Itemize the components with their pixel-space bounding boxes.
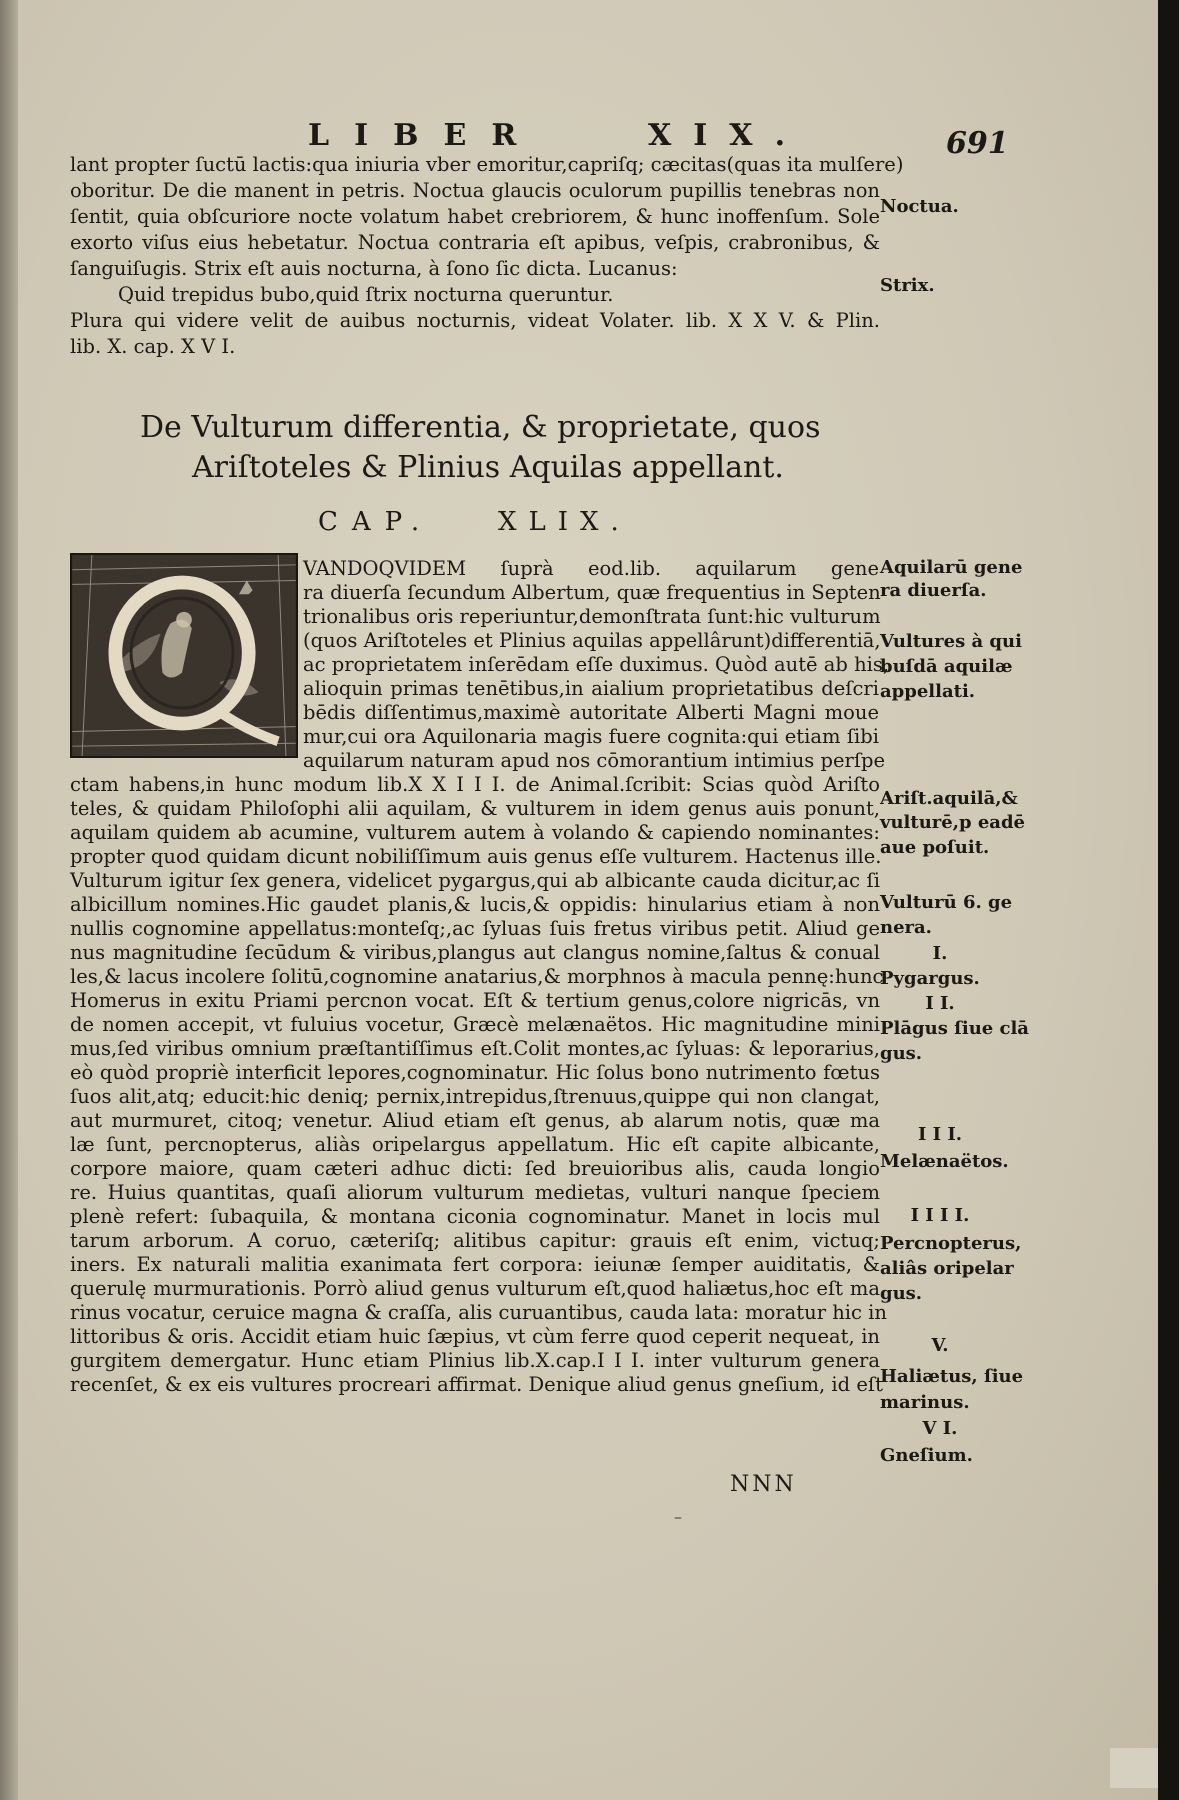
text-line: exorto viſus eius hebetatur. Noctua contraria eſt apibus, veſpis, crabronibus, &: [70, 231, 880, 254]
text-line: ſuos alit,atq; educit:hic deniq; pernix,intrepidus,ſtrenuus,quippe qui non clangat,: [70, 1085, 880, 1108]
margin-note: marinus.: [880, 1392, 970, 1413]
text-line: iners. Ex naturali malitia exanimata fert corpora: ieiunæ ſemper auiditatis, &: [70, 1253, 880, 1276]
color-scale-patch: [1110, 1748, 1158, 1788]
text-line: recenſet, & ex eis vultures procreari affirmat. Denique aliud genus gneſium, id eſt: [70, 1373, 883, 1396]
text-line: bēdis diſſentimus,maximè autoritate Alberti Magni moue: [303, 701, 879, 724]
text-line: mur,cui ora Aquilonaria magis fuere cognita:qui etiam ſibi: [303, 725, 879, 748]
text-line: Vulturum igitur ſex genera, videlicet pygargus,qui ab albicante cauda dicitur,ac ſi: [70, 869, 880, 892]
text-line: aquilarum naturam apud nos cōmorantium intimius perſpe: [303, 749, 886, 772]
margin-note: vulturē,p eadē: [880, 812, 1025, 833]
text-line: re. Huius quantitas, quaſi aliorum vulturum medietas, vulturi nanque ſpeciem: [70, 1181, 880, 1204]
margin-note: aliâs oripelar: [880, 1258, 1014, 1279]
margin-note: nera.: [880, 917, 932, 938]
margin-note-strix: Strix.: [880, 275, 935, 296]
text-line: propter quod quidam dicunt nobiliſſimum auis genus eſſe vulturem. Hactenus ille.: [70, 845, 882, 868]
text-line: les,& lacus incolere ſolitū,cognomine anatarius,& morphnos à macula pennę:hunc: [70, 965, 884, 988]
text-line: aquilam quidem ab acumine, vulturem autem à volando & capiendo nominantes:: [70, 821, 880, 844]
margin-note: I.: [932, 943, 948, 964]
text-line: nus magnitudine ſecūdum & viribus,plangus aut clangus nomine,ſaltus & conual: [70, 941, 880, 964]
text-line: ſanguiſugis. Strix eſt auis nocturna, à ſono ſic dicta. Lucanus:: [70, 257, 678, 280]
margin-note: appellati.: [880, 681, 976, 702]
text-line: teles, & quidam Philoſophi alii aquilam, & vulturem in idem genus auis ponunt,: [70, 797, 880, 820]
text-line: albicillum nomines.Hic gaudet planis,& lucis,& oppidis: hinularius etiam à non: [70, 893, 880, 916]
woodcut-initial-letter: [70, 553, 298, 758]
text-line: (quos Ariſtoteles et Plinius aquilas appellârunt)differentiā,: [303, 629, 881, 652]
text-line: oboritur. De die manent in petris. Noctua glaucis oculorum pupillis tenebras non: [70, 179, 880, 202]
margin-note: V.: [931, 1335, 949, 1356]
margin-note: Percnopterus,: [880, 1233, 1022, 1254]
margin-note: gus.: [880, 1043, 923, 1064]
text-line: alioquin primas tenētibus,in aialium proprietatibus deſcri: [303, 677, 879, 700]
catchword: NNN: [730, 1472, 797, 1497]
text-line: ctam habens,in hunc modum lib.X X I I I. de Animal.ſcribit: Scias quòd Ariſto: [70, 773, 880, 796]
margin-note: Haliætus, ſiue: [880, 1366, 1024, 1387]
text-line: Homerus in exitu Priami percnon vocat. Eſt & tertium genus,colore nigricās, vn: [70, 989, 880, 1012]
text-line: lib. X. cap. X V I.: [70, 335, 236, 358]
margin-note: V I.: [922, 1418, 958, 1439]
text-line: rinus vocatur, ceruice magna & craſſa, alis curuantibus, cauda lata: moratur hic in: [70, 1301, 887, 1324]
text-line: tarum arborum. A coruo, cæteriſq; alitibus capitur: grauis eſt enim, victuq;: [70, 1229, 880, 1252]
page-gutter: [0, 0, 18, 1800]
margin-note: Vulturū 6. ge: [880, 892, 1013, 913]
chapter-number: [318, 507, 631, 537]
text-line: littoribus & oris. Accidit etiam huic ſæpius, vt cùm ferre quod ceperit nequeat, in: [70, 1325, 880, 1348]
margin-note: aue poſuit.: [880, 837, 990, 858]
signature-mark: –: [674, 1507, 682, 1526]
text-line: Plura qui videre velit de auibus nocturnis, videat Volater. lib. X X V. & Plin.: [70, 309, 880, 332]
text-line: ra diuerſa ſecundum Albertum, quæ frequentius in Septen: [303, 581, 881, 604]
margin-note: I I I I.: [910, 1205, 970, 1226]
margin-note: I I I.: [917, 1124, 963, 1145]
running-head: [308, 118, 808, 153]
chapter-title-line-2: Ariſtoteles & Plinius Aquilas appellant.: [192, 450, 784, 485]
margin-note: buſdā aquilæ: [880, 656, 1013, 677]
folio-number: 691: [946, 126, 1009, 161]
running-head-title: LIBER: [308, 118, 542, 153]
chapter-label: CAP.: [318, 507, 434, 537]
text-line: ſentit, quia obſcuriore nocte volatum habet crebriorem, & hunc inoffenſum. Sole: [70, 205, 880, 228]
text-line: de nomen accepit, vt fuluius vocetur, Græcè melænaëtos. Hic magnitudine mini: [70, 1013, 880, 1036]
margin-note: Plāgus ſiue clā: [880, 1018, 1029, 1039]
margin-note: Melænaëtos.: [880, 1151, 1009, 1172]
margin-note: ra diuerſa.: [880, 580, 987, 601]
margin-note: Pygargus.: [880, 968, 980, 989]
text-line: VANDOQVIDEM ſuprà eod.lib. aquilarum gene: [303, 557, 879, 580]
text-line: plenè refert: ſubaquila, & montana ciconia cognominatur. Manet in locis mul: [70, 1205, 880, 1228]
text-line: mus,ſed viribus omnium præſtantiſſimus eſt.Colit montes,ac ſyluas: & leporarius,: [70, 1037, 880, 1060]
text-line: corpore maiore, quam cæteri adhuc dicti: ſed breuioribus alis, cauda longio: [70, 1157, 880, 1180]
text-line: aut murmuret, citoq; venetur. Aliud etiam eſt genus, ab alarum notis, quæ ma: [70, 1109, 880, 1132]
text-line: lant propter ſuctū lactis:qua iniuria vber emoritur,capriſq; cæcitas(quas ita mulſere): [70, 153, 904, 176]
text-line: querulę murmurationis. Porrò aliud genus vulturum eſt,quod haliætus,hoc eſt ma: [70, 1277, 880, 1300]
margin-note: Vultures à qui: [880, 631, 1022, 652]
margin-note: Ariſt.aquilā,&: [880, 788, 1018, 809]
text-line: læ ſunt, percnopterus, aliàs oripelargus appellatum. Hic eſt capite albicante,: [70, 1133, 880, 1156]
margin-note: I I.: [925, 993, 955, 1014]
chapter-title-line-1: De Vulturum differentia, & proprietate, quos: [140, 410, 821, 445]
text-line: eò quòd propriè interficit lepores,cognominatur. Hic ſolus bono nutrimento fœtus: [70, 1061, 880, 1084]
running-head-book-number: XIX.: [648, 118, 808, 153]
text-line: Quid trepidus bubo,quid ſtrix nocturna queruntur.: [118, 283, 614, 306]
text-line: nullis cognomine appellatus:monteſq;,ac ſyluas ſuis fretus viribus petit. Aliud ge: [70, 917, 880, 940]
woodcut-illustration: [72, 555, 296, 756]
margin-note: gus.: [880, 1283, 923, 1304]
text-line: ac proprietatem inſerēdam eſſe duximus. Quòd autē ab his,: [303, 653, 890, 676]
margin-note: Aquilarū gene: [880, 557, 1023, 578]
chapter-roman-number: XLIX.: [498, 507, 631, 537]
margin-note: Gneſium.: [880, 1445, 973, 1466]
text-line: trionalibus oris reperiuntur,demonſtrata ſunt:hic vulturum: [303, 605, 881, 628]
text-line: gurgitem demergatur. Hunc etiam Plinius lib.X.cap.I I I. inter vulturum genera: [70, 1349, 880, 1372]
margin-note-noctua: Noctua.: [880, 196, 959, 217]
